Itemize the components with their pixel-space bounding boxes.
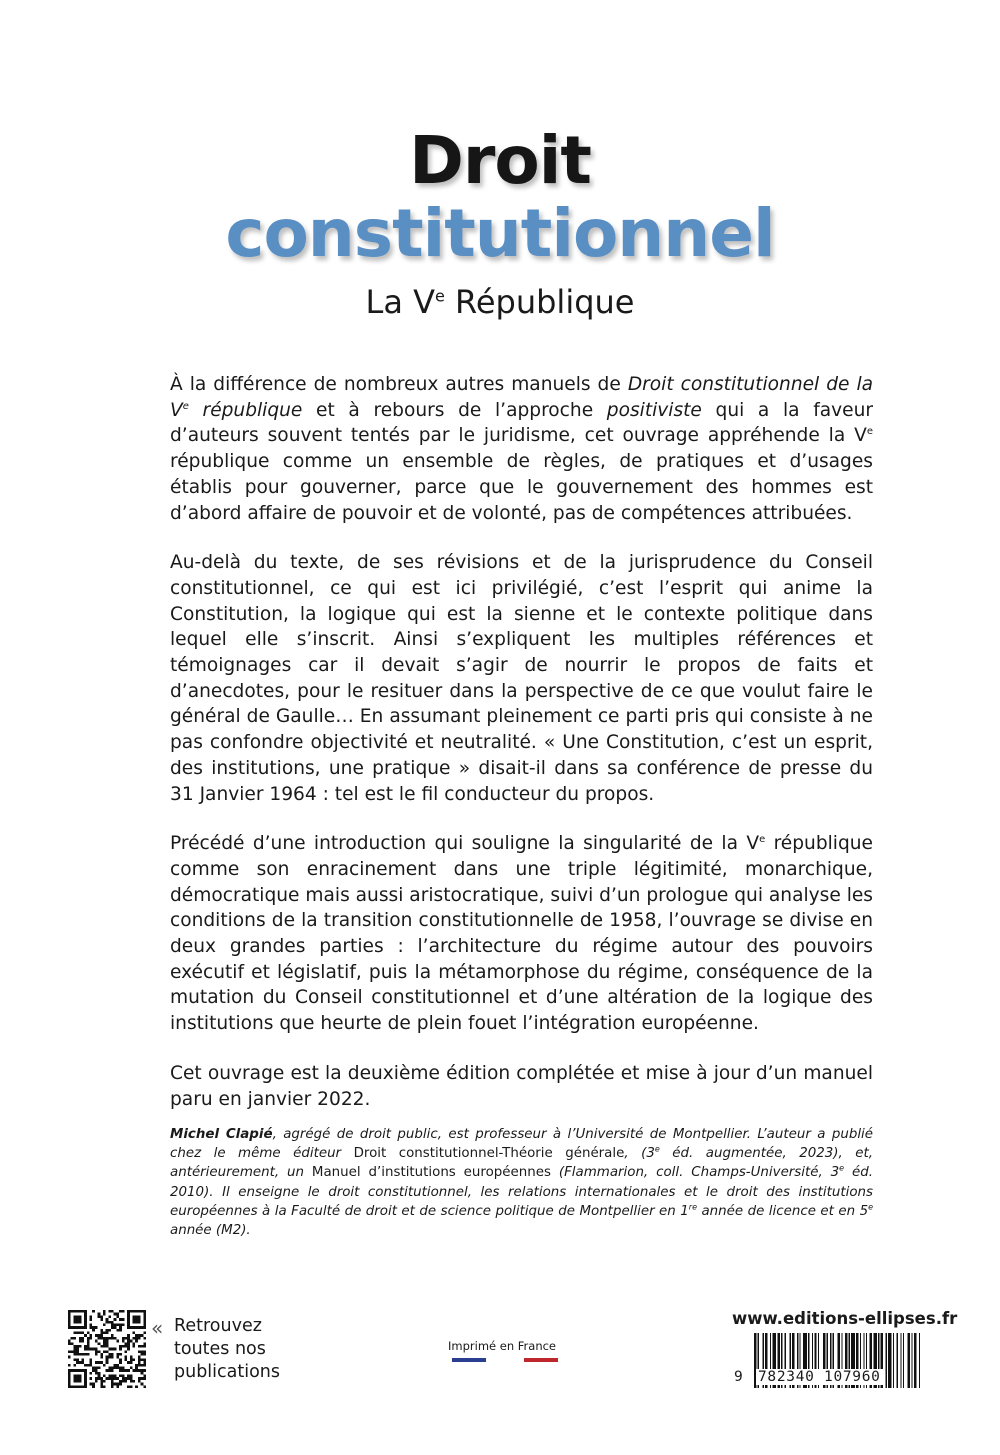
paragraph-3: Précédé d’une introduction qui souligne la singularité de la Ve république comme son enracinement dans une triple légitimité, monarchique, démocratique mais aussi aristocratique, suivi d’un prologue qui analyse les conditions de la transition constitutionnelle de 1958, l’ouvrage se divise en deux grandes parties : l’architecture du régime autour des pouvoirs exécutif et législatif, puis la métamorphose du régime, conséquence de la mutation du Conseil constitutionnel et d’une altération de la logique des institutions que heurte de plein fouet l’intégration européenne. xyxy=(170,833,873,1035)
subtitle: La Ve République xyxy=(365,283,635,321)
paragraph-1: À la différence de nombreux autres manuels de Droit constitutionnel de la Ve république et à rebours de l’approche positiviste qui a la faveur d’auteurs souvent tentés par le juridisme, cet ouvrage appréhende la Ve république comme un ensemble de règles, de pratiques et d’usages établis pour gouverner, parce que le gouvernement des hommes est d’abord affaire de pouvoir et de volonté, pas de compétences attribuées. xyxy=(170,374,874,524)
author-bio: Michel Clapié, agrégé de droit public, est professeur à l’Université de Montpellier. L’auteur a publié chez le même éditeur Droit constitutionnel-Théorie générale, (3e éd. augmentée, 2023), et, antérieurement, un Manuel d’institutions européennes (Flammarion, coll. Champs-Université, 3e éd. 2010). Il enseigne le droit constitutionnel, les relations internationales et le droit des institutions européennes à la Faculté de droit et de science politique de Montpellier en 1re année de licence et en 5e année (M2). xyxy=(170,1127,874,1239)
website-url[interactable]: www.editions-ellipses.fr xyxy=(732,1309,958,1328)
retrouvez-text: Retrouvez toutes nos publications xyxy=(174,1316,281,1382)
title-line-2: constitutionnel xyxy=(225,195,775,272)
author-name: Michel Clapié xyxy=(170,1127,273,1142)
qr-code[interactable] xyxy=(68,1310,146,1388)
flag-stripe-red xyxy=(524,1358,558,1362)
description xyxy=(170,372,873,1136)
printed-in-france: Imprimé en France xyxy=(448,1339,557,1353)
isbn-first-digit: 9 xyxy=(734,1369,743,1385)
title-line-1: Droit xyxy=(409,122,591,199)
paragraph-2: Au-delà du texte, de ses révisions et de la jurisprudence du Conseil constitutionnel, ce qui est ici privilégié, c’est l’esprit qui anime la Constitution, la logique qui est la sienne et le contexte politique dans lequel elle s’inscrit. Ainsi s’expliquent les multiples références et témoignages car il devait s’agir de nourrir le propos de faits et d’anecdotes, pour le resituer dans la perspective de ce que voulut faire le général de Gaulle… En assumant pleinement ce parti pris qui consiste à ne pas confondre objectivité et neutralité. « Une Constitution, c’est un esprit, des institutions, une pratique » disait-il dans sa conférence de presse du 31 Janvier 1964 : tel est le fil conducteur du propos. xyxy=(170,552,873,805)
isbn-digits: 782340 107960 xyxy=(758,1369,881,1385)
double-chevron-left-icon: « xyxy=(151,1316,164,1340)
paragraph-4: Cet ouvrage est la deuxième édition complétée et mise à jour d’un manuel paru en janvier 2022. xyxy=(170,1062,873,1110)
flag-stripe-blue xyxy=(452,1358,486,1362)
